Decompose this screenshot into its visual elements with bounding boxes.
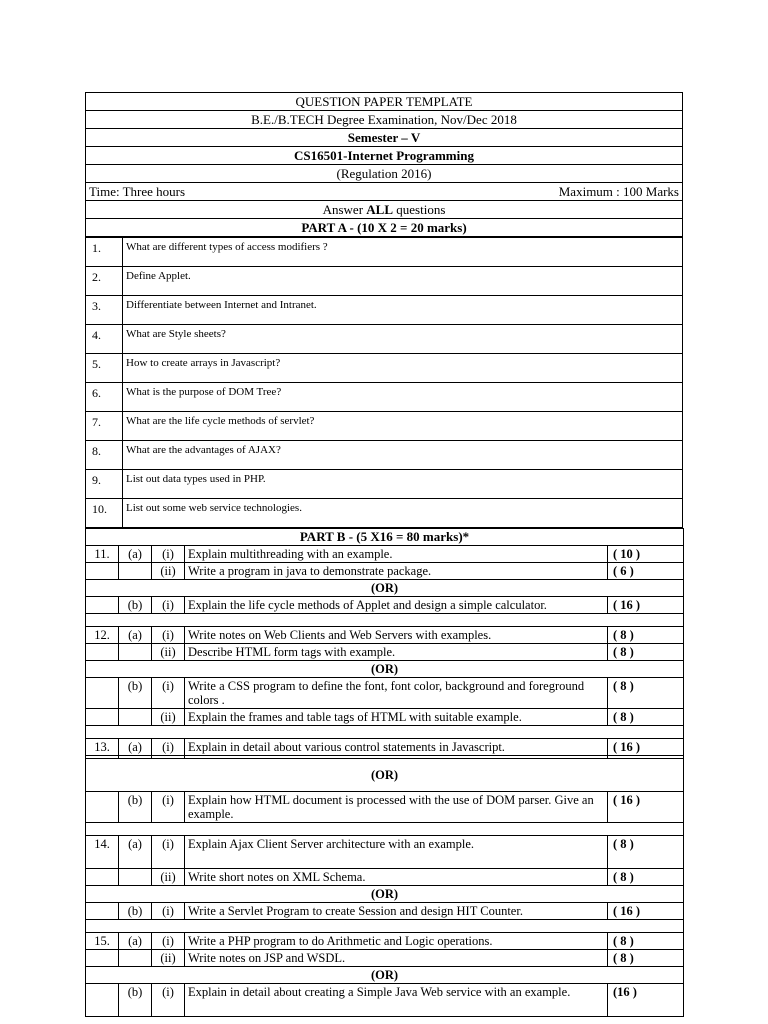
option-label: (a)	[119, 739, 152, 756]
option-label: (b)	[119, 678, 152, 709]
sub-part-label: (i)	[152, 933, 185, 950]
sub-part-label: (i)	[152, 739, 185, 756]
part-b-question-row	[86, 792, 684, 823]
question-number: 1.	[86, 238, 123, 267]
option-label: (a)	[119, 627, 152, 644]
paper-title: QUESTION PAPER TEMPLATE	[86, 93, 683, 111]
question-text: Write a program in java to demonstrate package.	[185, 563, 608, 580]
option-label: (b)	[119, 984, 152, 1017]
sub-part-label: (i)	[152, 792, 185, 823]
part-a-question-row	[86, 412, 683, 441]
question-text: Differentiate between Internet and Intranet.	[123, 296, 683, 325]
question-number: 5.	[86, 354, 123, 383]
marks: ( 8 )	[608, 950, 684, 967]
option-label: (b)	[119, 597, 152, 614]
part-b-question-row	[86, 644, 684, 661]
question-number: 6.	[86, 383, 123, 412]
or-label: (OR)	[86, 967, 684, 984]
max-marks-label: Maximum : 100 Marks	[558, 184, 679, 199]
question-number: 7.	[86, 412, 123, 441]
marks: ( 8 )	[608, 678, 684, 709]
or-label: (OR)	[86, 759, 684, 792]
question-text: Describe HTML form tags with example.	[185, 644, 608, 661]
part-a-question-row	[86, 238, 683, 267]
spacer-row	[86, 920, 684, 933]
option-label: (a)	[119, 836, 152, 869]
question-number	[86, 869, 119, 886]
question-number: 14.	[86, 836, 119, 869]
part-a-question-row	[86, 325, 683, 354]
question-number	[86, 563, 119, 580]
marks: ( 16 )	[608, 792, 684, 823]
question-text: What are different types of access modifiers ?	[123, 238, 683, 267]
question-number: 11.	[86, 546, 119, 563]
sub-part-label: (i)	[152, 836, 185, 869]
marks: ( 8 )	[608, 869, 684, 886]
option-label: (b)	[119, 792, 152, 823]
question-number	[86, 984, 119, 1017]
or-row	[86, 580, 684, 597]
sub-part-label: (i)	[152, 984, 185, 1017]
question-number: 13.	[86, 739, 119, 756]
part-b-question-row	[86, 709, 684, 726]
question-number	[86, 792, 119, 823]
time-label: Time: Three hours	[89, 184, 186, 199]
question-number: 3.	[86, 296, 123, 325]
part-b-question-row	[86, 933, 684, 950]
question-number	[86, 597, 119, 614]
question-number	[86, 950, 119, 967]
question-number: 10.	[86, 499, 123, 528]
part-b-question-row	[86, 597, 684, 614]
question-number: 9.	[86, 470, 123, 499]
part-a-table	[85, 237, 683, 528]
question-text: Explain in detail about various control statements in Javascript.	[185, 739, 608, 756]
question-number: 4.	[86, 325, 123, 354]
part-b-question-row	[86, 836, 684, 869]
question-text: How to create arrays in Javascript?	[123, 354, 683, 383]
question-number: 15.	[86, 933, 119, 950]
question-text: List out data types used in PHP.	[123, 470, 683, 499]
part-a-question-row	[86, 354, 683, 383]
question-text: Explain Ajax Client Server architecture with an example.	[185, 836, 608, 869]
or-label: (OR)	[86, 886, 684, 903]
part-a-question-row	[86, 441, 683, 470]
part-b-question-row	[86, 563, 684, 580]
part-a-question-row	[86, 470, 683, 499]
regulation: (Regulation 2016)	[86, 165, 683, 183]
part-b-question-row	[86, 678, 684, 709]
spacer-row	[86, 823, 684, 836]
part-b-question-row	[86, 546, 684, 563]
or-row	[86, 759, 684, 792]
or-row	[86, 967, 684, 984]
question-paper	[85, 92, 683, 1017]
part-b-table	[85, 528, 684, 1017]
question-text: Write a Servlet Program to create Session and design HIT Counter.	[185, 903, 608, 920]
course-title: CS16501-Internet Programming	[86, 147, 683, 165]
sub-part-label: (i)	[152, 546, 185, 563]
question-text: Explain how HTML document is processed with the use of DOM parser. Give an example.	[185, 792, 608, 823]
marks: ( 8 )	[608, 709, 684, 726]
sub-part-label: (ii)	[152, 869, 185, 886]
option-label: (a)	[119, 933, 152, 950]
sub-part-label: (i)	[152, 597, 185, 614]
sub-part-label: (i)	[152, 678, 185, 709]
question-text: What is the purpose of DOM Tree?	[123, 383, 683, 412]
question-number: 8.	[86, 441, 123, 470]
part-a-question-row	[86, 499, 683, 528]
option-label: (a)	[119, 546, 152, 563]
part-b-question-row	[86, 950, 684, 967]
exam-name: B.E./B.TECH Degree Examination, Nov/Dec 2018	[86, 111, 683, 129]
sub-part-label: (i)	[152, 627, 185, 644]
spacer-row	[86, 614, 684, 627]
marks: (16 )	[608, 984, 684, 1017]
time-marks-row	[86, 183, 683, 201]
sub-part-label: (i)	[152, 903, 185, 920]
marks: ( 8 )	[608, 627, 684, 644]
option-label	[119, 869, 152, 886]
option-label	[119, 563, 152, 580]
option-label	[119, 709, 152, 726]
part-a-question-row	[86, 383, 683, 412]
marks: ( 16 )	[608, 597, 684, 614]
question-text: Explain the frames and table tags of HTML with suitable example.	[185, 709, 608, 726]
part-a-heading: PART A - (10 X 2 = 20 marks)	[86, 219, 683, 237]
question-text: Explain the life cycle methods of Applet and design a simple calculator.	[185, 597, 608, 614]
question-text: List out some web service technologies.	[123, 499, 683, 528]
option-label	[119, 644, 152, 661]
marks: ( 6 )	[608, 563, 684, 580]
part-b-question-row	[86, 869, 684, 886]
marks: ( 8 )	[608, 933, 684, 950]
marks: ( 8 )	[608, 644, 684, 661]
part-b-question-row	[86, 984, 684, 1017]
question-text: Write short notes on XML Schema.	[185, 869, 608, 886]
marks: ( 8 )	[608, 836, 684, 869]
sub-part-label: (ii)	[152, 563, 185, 580]
marks: ( 16 )	[608, 903, 684, 920]
question-text: Write notes on JSP and WSDL.	[185, 950, 608, 967]
option-label	[119, 950, 152, 967]
question-text: Write a CSS program to define the font, font color, background and foreground colors .	[185, 678, 608, 709]
sub-part-label: (ii)	[152, 644, 185, 661]
part-a-question-row	[86, 296, 683, 325]
question-text: Define Applet.	[123, 267, 683, 296]
header-table	[85, 92, 683, 237]
part-b-question-row	[86, 903, 684, 920]
option-label: (b)	[119, 903, 152, 920]
question-text: What are the advantages of AJAX?	[123, 441, 683, 470]
part-a-question-row	[86, 267, 683, 296]
or-row	[86, 886, 684, 903]
sub-part-label: (ii)	[152, 709, 185, 726]
question-number	[86, 903, 119, 920]
sub-part-label: (ii)	[152, 950, 185, 967]
part-b-question-row	[86, 739, 684, 756]
or-row	[86, 661, 684, 678]
question-text: Write a PHP program to do Arithmetic and Logic operations.	[185, 933, 608, 950]
or-label: (OR)	[86, 661, 684, 678]
question-text: What are the life cycle methods of servlet?	[123, 412, 683, 441]
semester: Semester – V	[86, 129, 683, 147]
question-text: Explain multithreading with an example.	[185, 546, 608, 563]
marks: ( 10 )	[608, 546, 684, 563]
spacer-row	[86, 726, 684, 739]
question-number	[86, 678, 119, 709]
part-b-heading: PART B - (5 X16 = 80 marks)*	[86, 529, 684, 546]
marks: ( 16 )	[608, 739, 684, 756]
question-number	[86, 709, 119, 726]
or-label: (OR)	[86, 580, 684, 597]
question-text: Explain in detail about creating a Simple Java Web service with an example.	[185, 984, 608, 1017]
question-number: 2.	[86, 267, 123, 296]
question-number	[86, 644, 119, 661]
part-b-question-row	[86, 627, 684, 644]
question-text: Write notes on Web Clients and Web Servers with examples.	[185, 627, 608, 644]
question-text: What are Style sheets?	[123, 325, 683, 354]
instruction: Answer ALL questions	[86, 201, 683, 219]
question-number: 12.	[86, 627, 119, 644]
